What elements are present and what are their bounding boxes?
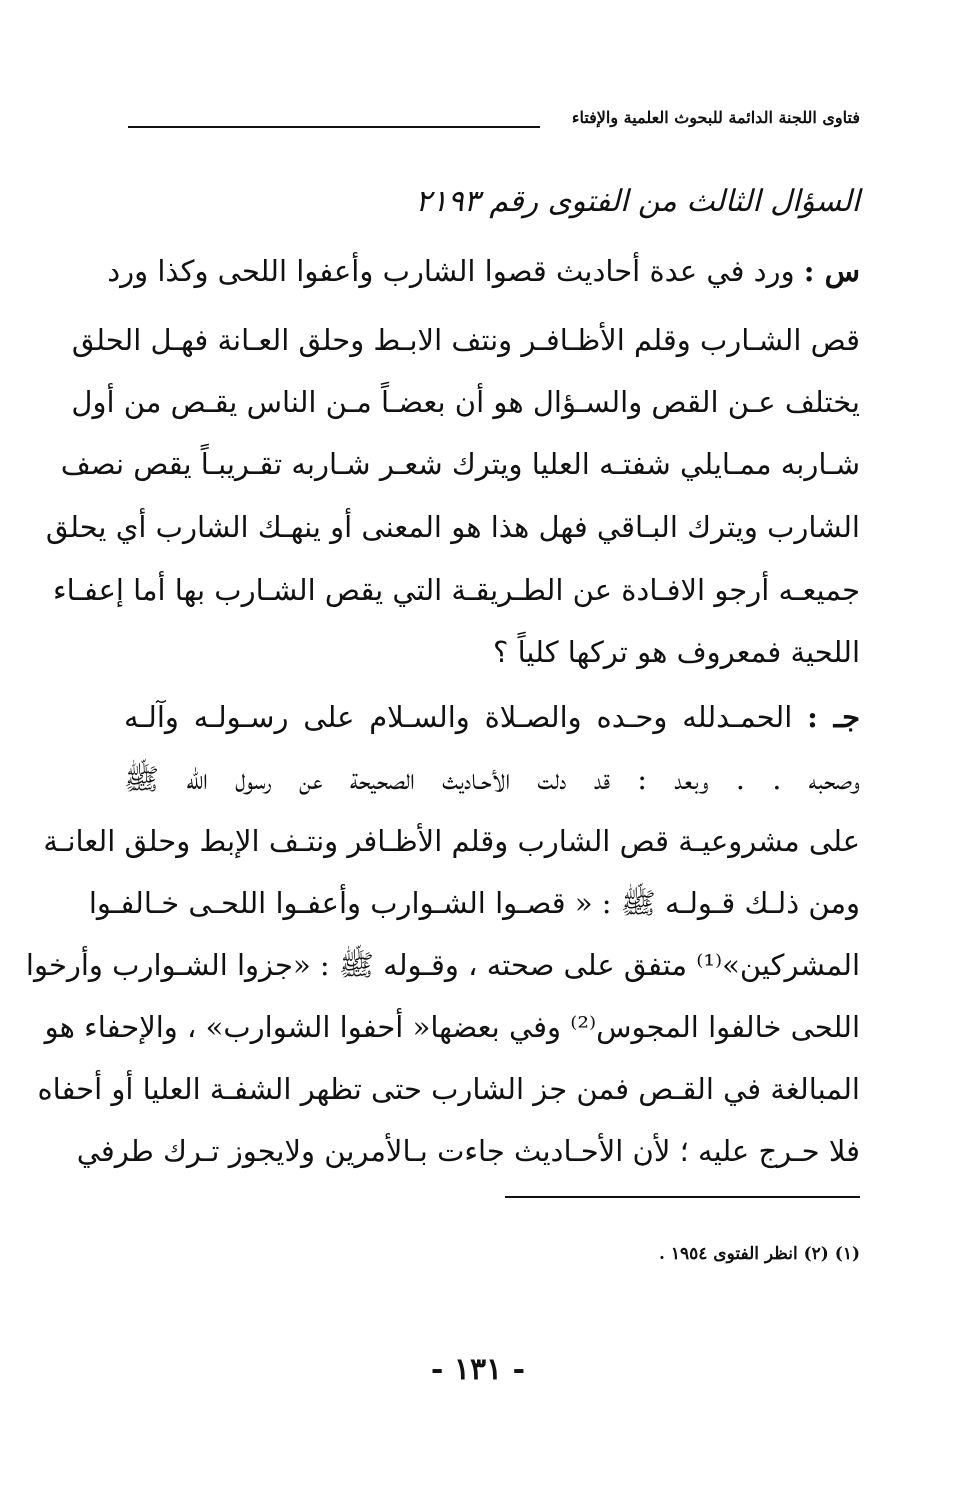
footnote: (١) (٢) انظر الفتوى ١٩٥٤ . <box>658 1244 860 1264</box>
answer-line-7: المبالغة في القـص فمن جز الشارب حتى تظهر الشفـة العليا أو أحفاه <box>37 1072 860 1106</box>
answer-line-6: اللحى خالفوا المجوس⁽²⁾ وفي بعضها« أحفوا الشوارب» ، والإحفاء هو <box>44 1010 860 1044</box>
answer-line-4: ومن ذلـك قـولـه ﷺ : « قصـوا الشـوارب وأعفـوا اللحـى خـالفـوا <box>88 886 860 920</box>
answer-line-5: المشركين»⁽¹⁾ متفق على صحته ، وقـوله ﷺ : «جزوا الشـوارب وأرخوا <box>25 948 860 982</box>
answer-line-1-text: الحمـدلله وحـده والصـلاة والسـلام على رسـولـه وآلـه <box>124 700 793 734</box>
question-line-7: اللحية فمعروف هو تركها كلياً ؟ <box>492 635 860 669</box>
question-line-4: شـاربه ممـايلي شفتـه العليا ويترك شعـر شـاربه تقـريبـاً يقص نصف <box>60 447 860 481</box>
footnote-rule <box>505 1196 860 1198</box>
answer-line-1 <box>124 697 860 737</box>
header-rule <box>128 126 540 128</box>
question-line-1-text: ورد في عدة أحاديث قصوا الشارب وأعفوا اللحى وكذا ورد <box>107 254 795 288</box>
question-lead: س : <box>803 254 860 288</box>
question-heading: السؤال الثالث من الفتوى رقم ٢١٩٣ <box>415 184 860 219</box>
answer-lead: جـ : <box>807 700 860 734</box>
answer-line-2: وصحبه . . وبعد : قد دلت الأحـاديث الصحيحة عن رسول الله ﷺ <box>124 762 860 796</box>
question-line-5: الشارب ويترك البـاقي فهل هذا هو المعنى أو ينهـك الشارب أي يحلق <box>45 510 860 544</box>
question-line-1 <box>107 251 860 291</box>
answer-line-3: على مشروعيـة قص الشارب وقلم الأظـافر ونتـف الإبط وحلق العانـة <box>43 824 860 858</box>
question-line-2: قص الشـارب وقلم الأظـافـر ونتف الابـط وحلق العـانة فهـل الحلق <box>71 323 860 357</box>
page-number: - ١٣١ - <box>430 1352 526 1387</box>
question-line-3: يختلف عـن القص والسـؤال هو أن بعضـاً مـن الناس يقـص من أول <box>71 385 860 419</box>
question-line-6: جميعـه أرجو الافـادة عن الطـريقـة التي يقص الشـارب بها أما إعفـاء <box>52 573 860 607</box>
running-header: فتاوى اللجنة الدائمة للبحوث العلمية والإفتاء <box>571 108 860 127</box>
answer-line-8: فلا حـرج عليه ؛ لأن الأحـاديث جاءت بـالأمرين ولايجوز تـرك طرفي <box>76 1134 860 1168</box>
